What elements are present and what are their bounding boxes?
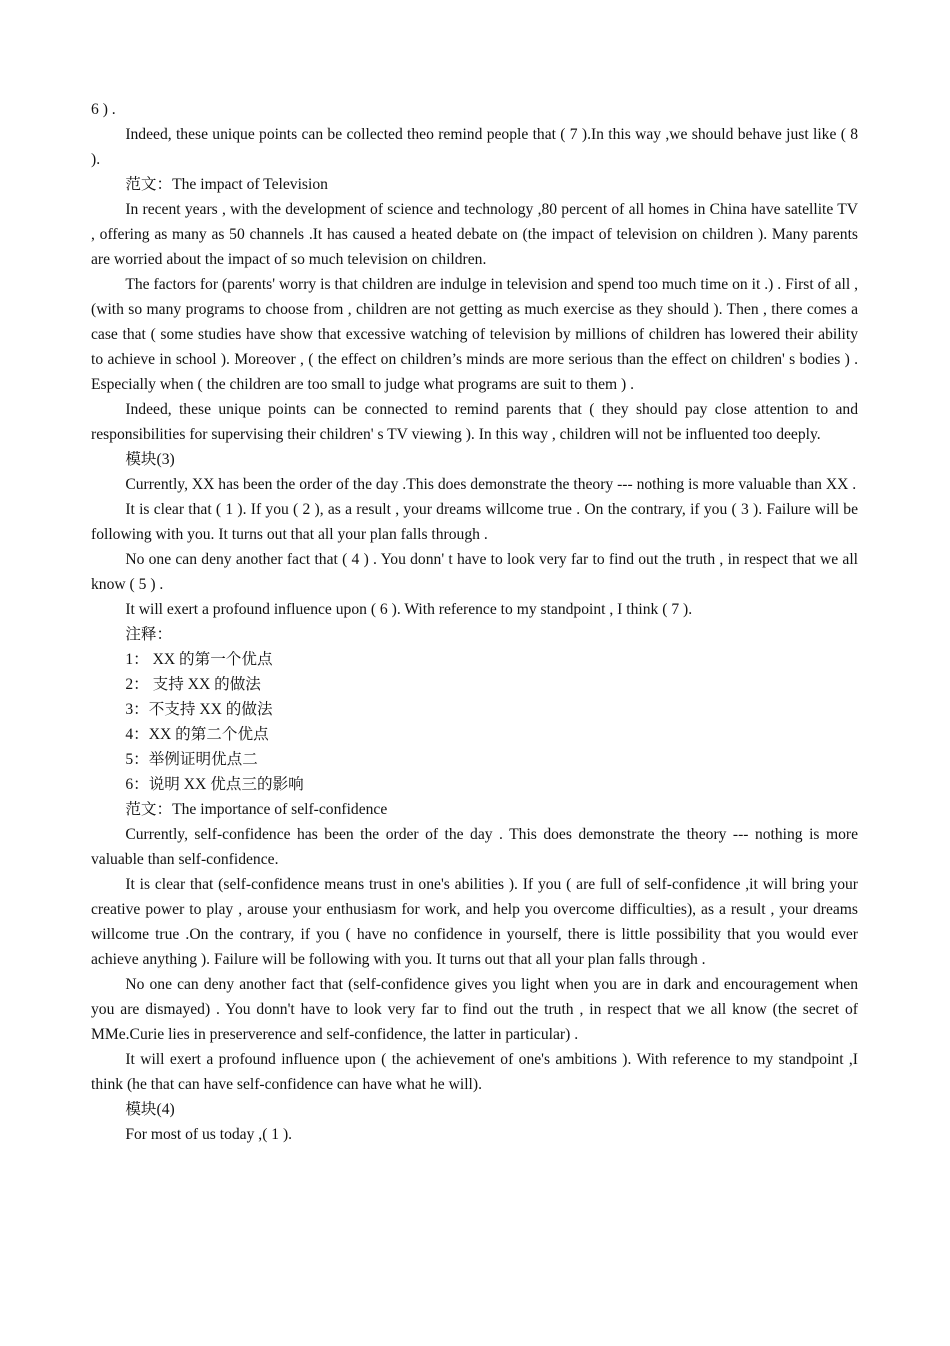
note-item: 5：举例证明优点二 xyxy=(125,751,258,768)
template-body-3b: No one can deny another fact that ( 4 ) . You donn' t have to look very far to find out the truth , in respect that we all know ( 5 ) . xyxy=(91,551,858,593)
sample-body-television: The factors for (parents' worry is that children are indulge in television and spend too much time on it .) . First of all , (with so many programs to choose from , children are not getting as much exercise as they should ). Then , there comes a case that ( some studies have show that excessive watching of television by millions of children has lowered their ability to achieve in school ). Moreover , ( the effect on children’s minds are more serious than the effect on children' s bodies ) . Especially when ( the children are too small to judge what programs are suit to them ) . xyxy=(91,276,858,393)
paragraph-fragment: 6 ) . xyxy=(91,101,116,118)
note-item: 4：XX 的第二个优点 xyxy=(125,726,269,743)
note-item: 3：不支持 XX 的做法 xyxy=(125,701,273,718)
sample-conclusion-confidence: It will exert a profound influence upon ( the achievement of one's ambitions ). With reference to my standpoint ,I think (he that can have self-confidence can have what he will). xyxy=(91,1051,858,1093)
template-intro-4: For most of us today ,( 1 ). xyxy=(125,1126,293,1143)
sample-body-confidence-b: No one can deny another fact that (self-confidence gives you light when you are in dark and encouragement when you are dismayed) . You donn't have to look very far to find out the truth , in respect that we all know (the secret of MMe.Curie lies in preserverence and self-confidence, the latter in particular) . xyxy=(91,976,858,1043)
notes-heading: 注释： xyxy=(125,626,173,643)
template-conclusion-3: It will exert a profound influence upon ( 6 ). With reference to my standpoint , I think ( 7 ). xyxy=(125,601,693,618)
sample-heading-television: 范文：The impact of Television xyxy=(125,176,328,193)
sample-heading-confidence: 范文：The importance of self-confidence xyxy=(125,801,388,818)
template-body-3a: It is clear that ( 1 ). If you ( 2 ), as a result , your dreams willcome true . On the contrary, if you ( 3 ). Failure will be following with you. It turns out that all your plan falls through . xyxy=(91,501,858,543)
note-item: 6：说明 XX 优点三的影响 xyxy=(125,776,304,793)
module-heading-4: 模块(4) xyxy=(125,1101,175,1118)
template-conclusion: Indeed, these unique points can be collected theo remind people that ( 7 ).In this way ,we should behave just like ( 8 ). xyxy=(91,126,858,168)
sample-intro-television: In recent years , with the development of science and technology ,80 percent of all homes in China have satellite TV , offering as many as 50 channels .It has caused a heated debate on (the impact of television on children ). Many parents are worried about the impact of so much television on children. xyxy=(91,201,858,268)
sample-conclusion-television: Indeed, these unique points can be connected to remind parents that ( they should pay close attention to and responsibilities for supervising their children' s TV viewing ). In this way , children will not be influented too deeply. xyxy=(91,401,858,443)
note-item: 1： XX 的第一个优点 xyxy=(125,651,273,668)
note-item: 2： 支持 XX 的做法 xyxy=(125,676,261,693)
module-heading-3: 模块(3) xyxy=(125,451,175,468)
template-intro-3: Currently, XX has been the order of the day .This does demonstrate the theory --- nothing is more valuable than XX . xyxy=(125,476,857,493)
sample-intro-confidence: Currently, self-confidence has been the order of the day . This does demonstrate the theory --- nothing is more valuable than self-confidence. xyxy=(91,826,858,868)
sample-body-confidence-a: It is clear that (self-confidence means trust in one's abilities ). If you ( are full of self-confidence ,it will bring your creative power to play , arouse your enthusiasm for work, and help you overcome difficulties), as a result , your dreams willcome true .On the contrary, if you ( have no confidence in yourself, there is little possibility that you would ever achieve anything ). Failure will be following with you. It turns out that all your plan falls through . xyxy=(91,876,858,968)
